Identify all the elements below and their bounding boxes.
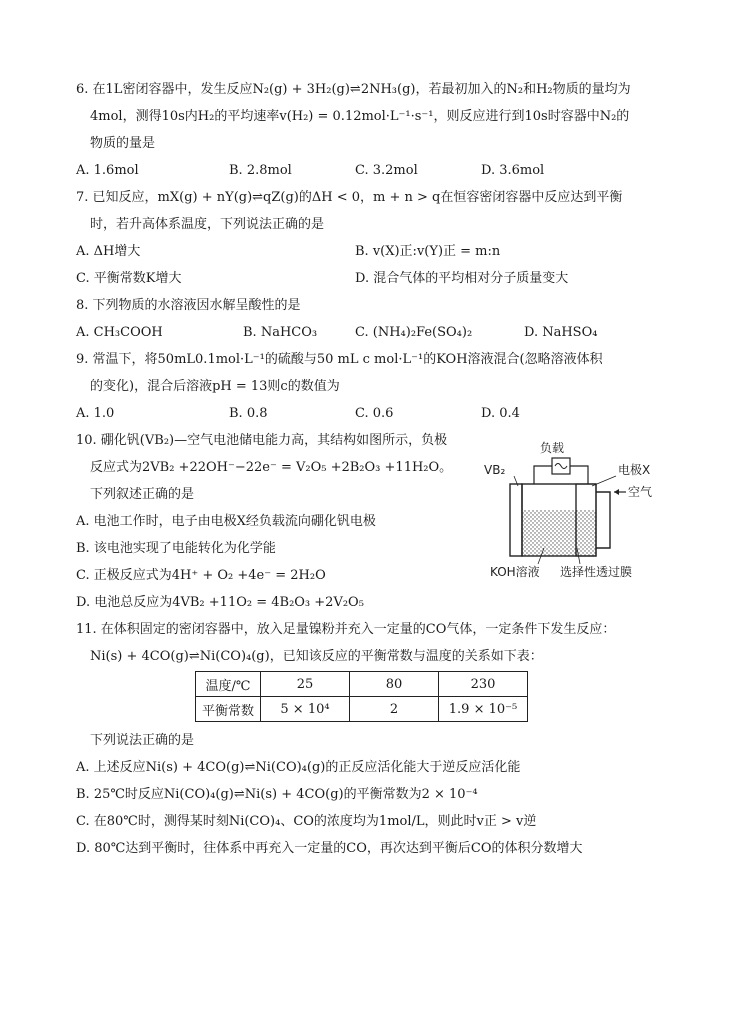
table-cell: 温度/℃ (196, 672, 261, 697)
q10-option-a: A. 电池工作时，电子由电极X经负载流向硼化钒电极 (76, 514, 376, 529)
q10-stem-line1: 10. 硼化钒(VB₂)—空气电池储电能力高，其结构如图所示，负极 (76, 433, 448, 448)
table-cell: 80 (350, 672, 439, 697)
q11-stem-line2: Ni(s) + 4CO(g)⇌Ni(CO)₄(g)，已知该反应的平衡常数与温度的关系如下表： (90, 649, 543, 664)
table-row (196, 672, 528, 697)
q11-option-a: A. 上述反应Ni(s) + 4CO(g)⇌Ni(CO)₄(g)的正反应活化能大于逆反应活化能 (76, 760, 521, 775)
q10-option-d: D. 电池总反应为4VB₂ +11O₂ = 4B₂O₃ +2V₂O₅ (76, 595, 364, 610)
label-load: 负载 (540, 441, 565, 455)
vb2-electrode (510, 484, 522, 556)
q9-option-a: A. 1.0 (76, 406, 115, 421)
table-cell: 2 (350, 697, 439, 722)
q6-stem-line3: 物质的量是 (90, 136, 156, 151)
wire-left (534, 466, 552, 484)
q10-option-b: B. 该电池实现了电能转化为化学能 (76, 541, 276, 556)
label-koh: KOH溶液 (490, 565, 540, 579)
koh-solution (522, 510, 596, 556)
q9-option-c: C. 0.6 (355, 406, 394, 421)
q9-stem-line2: 的变化)，混合后溶液pH = 13则c的数值为 (90, 379, 340, 394)
air-chamber (596, 492, 610, 548)
table-cell: 平衡常数 (196, 697, 261, 722)
q8-option-c: C. (NH₄)₂Fe(SO₄)₂ (355, 325, 473, 340)
table-cell: 5 × 10⁴ (261, 697, 350, 722)
q8-stem-line1: 8. 下列物质的水溶液因水解呈酸性的是 (76, 298, 301, 313)
q6-option-d: D. 3.6mol (481, 163, 545, 178)
q8-option-a: A. CH₃COOH (76, 325, 163, 340)
q10-stem-line3: 下列叙述正确的是 (90, 487, 195, 502)
q7-option-a: A. ΔH增大 (76, 244, 141, 259)
leader-electrode-x (592, 476, 616, 486)
q6-stem-line1: 6. 在1L密闭容器中，发生反应N₂(g) + 3H₂(g)⇌2NH₃(g)，若最初加入的N₂和H₂物质的量均为 (76, 82, 631, 97)
battery-diagram (478, 436, 668, 584)
label-membrane: 选择性透过膜 (560, 565, 633, 579)
wire-right (570, 466, 588, 484)
q6-option-b: B. 2.8mol (229, 163, 292, 178)
label-vb2: VB₂ (484, 463, 506, 477)
label-air: 空气 (628, 485, 653, 499)
q10-option-c: C. 正极反应式为4H⁺ + O₂ +4e⁻ = 2H₂O (76, 568, 326, 583)
table-cell: 1.9 × 10⁻⁵ (439, 697, 528, 722)
air-arrow-head (614, 489, 619, 495)
table-cell: 25 (261, 672, 350, 697)
q6-option-c: C. 3.2mol (355, 163, 418, 178)
q7-option-c: C. 平衡常数K增大 (76, 271, 182, 286)
equilibrium-table (195, 671, 528, 722)
q7-stem-line2: 时，若升高体系温度，下列说法正确的是 (90, 217, 325, 232)
table-cell: 230 (439, 672, 528, 697)
q7-option-d: D. 混合气体的平均相对分子质量变大 (355, 271, 569, 286)
q11-stem-line1: 11. 在体积固定的密闭容器中，放入足量镍粉并充入一定量的CO气体，一定条件下发生反应： (76, 622, 616, 637)
q8-option-d: D. NaHSO₄ (524, 325, 598, 340)
q11-option-b: B. 25℃时反应Ni(CO)₄(g)⇌Ni(s) + 4CO(g)的平衡常数为2 × 10⁻⁴ (76, 787, 478, 802)
label-electrode-x: 电极X (618, 463, 651, 477)
q6-stem-line2: 4mol，测得10s内H₂的平均速率v(H₂) = 0.12mol·L⁻¹·s⁻¹，则反应进行到10s时容器中N₂的 (90, 109, 630, 124)
q11-option-d: D. 80℃达到平衡时，往体系中再充入一定量的CO，再次达到平衡后CO的体积分数增大 (76, 841, 583, 856)
table-row (196, 697, 528, 722)
q9-option-d: D. 0.4 (481, 406, 520, 421)
q11-stem-line3: 下列说法正确的是 (90, 733, 195, 748)
q9-option-b: B. 0.8 (229, 406, 268, 421)
q7-stem-line1: 7. 已知反应，mX(g) + nY(g)⇌qZ(g)的ΔH < 0，m + n > q在恒容密闭容器中反应达到平衡 (76, 190, 623, 205)
q8-option-b: B. NaHCO₃ (243, 325, 318, 340)
q6-option-a: A. 1.6mol (76, 163, 139, 178)
q11-option-c: C. 在80℃时，测得某时刻Ni(CO)₄、CO的浓度均为1mol/L，则此时v正 > v逆 (76, 814, 537, 829)
q10-stem-line2: 反应式为2VB₂ +22OH⁻−22e⁻ = V₂O₅ +2B₂O₃ +11H₂O。 (90, 460, 453, 475)
q9-stem-line1: 9. 常温下，将50mL0.1mol·L⁻¹的硫酸与50 mL c mol·L⁻¹的KOH溶液混合(忽略溶液体积 (76, 352, 603, 367)
q7-option-b: B. v(X)正:v(Y)正 = m:n (355, 244, 501, 259)
